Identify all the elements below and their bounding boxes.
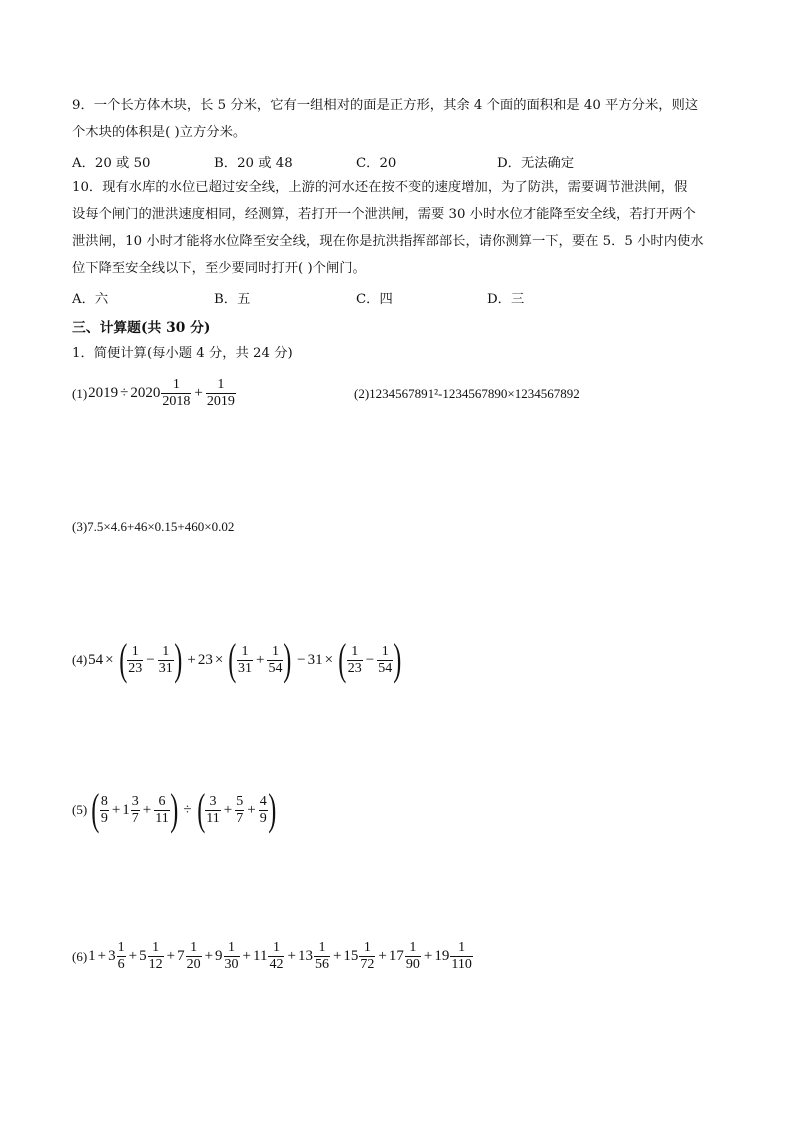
q10-option-c[interactable]: C．四: [356, 292, 393, 307]
q10-line-2: 设每个闸门的泄洪速度相同，经测算，若打开一个泄洪闸，需要 30 小时水位才能降至安全线，若打开两个: [72, 207, 696, 222]
times-sign: ×: [214, 651, 224, 668]
mixed-number: 19 $\frac{1}{110}$: [434, 940, 472, 972]
p1-a: 2019: [88, 385, 119, 401]
p4-c3: 31: [307, 651, 323, 668]
problem-6: [72, 940, 474, 973]
fraction: $\frac{1}{23}$: [128, 643, 143, 676]
fraction: $\frac{1}{42}$: [269, 940, 284, 972]
mixed-number: 11 $\frac{1}{42}$: [253, 940, 284, 972]
times-sign: ×: [324, 651, 334, 668]
paren-group: ( $\frac{1}{31}$ + $\frac{1}{54}$ ): [228, 635, 292, 684]
q10-line-4: 位下降至安全线以下，至少要同时打开( )个闸门。: [72, 261, 366, 276]
plus-sign: +: [204, 948, 214, 964]
fraction: $\frac{1}{6}$: [117, 940, 125, 972]
q10-option-d[interactable]: D．三: [487, 292, 525, 307]
fraction: $\frac{1}{23}$: [347, 643, 362, 676]
q9-line-2: 个木块的体积是( )立方分米。: [72, 125, 247, 140]
plus-sign: +: [242, 948, 252, 964]
problem-3: (3)7.5×4.6+46×0.15+460×0.02: [72, 519, 235, 534]
mixed-number: 5 $\frac{1}{12}$: [139, 940, 163, 972]
q10-line-1: 10．现有水库的水位已超过安全线，上游的河水还在按不变的速度增加，为了防洪，需要调节泄洪闸，假: [72, 180, 688, 195]
problem-2: (2)1234567891²-1234567890×1234567892: [354, 386, 580, 401]
paren-group: ( $\frac{8}{9}$ + 1 $\frac{3}{7}$ + $\frac{6}{11}$ ): [91, 785, 179, 834]
plus-sign: +: [194, 385, 203, 401]
fraction: $\frac{1}{54}$: [378, 643, 393, 676]
problem-5-label: (5): [72, 802, 88, 817]
paren-group: ( $\frac{3}{11}$ + $\frac{5}{7}$ + $\frac{4}{9}$ ): [196, 785, 277, 834]
fraction: $\frac{8}{9}$: [100, 793, 108, 826]
q9-option-d[interactable]: D．无法确定: [497, 156, 575, 171]
p1-b: 2020: [130, 385, 161, 401]
problem-1-label: (1): [72, 385, 88, 401]
mixed-number: 9 $\frac{1}{30}$: [215, 940, 239, 972]
problem-4: [72, 635, 405, 684]
plus-sign: +: [423, 948, 433, 964]
p4-c2: 23: [197, 651, 213, 668]
paren-group: ( $\frac{1}{23}$ − $\frac{1}{54}$ ): [338, 635, 402, 684]
plus-sign: +: [187, 651, 196, 668]
fraction: $\frac{1}{56}$: [314, 940, 329, 972]
q10-option-a[interactable]: A．六: [72, 292, 109, 307]
p4-c1: 54: [88, 651, 104, 668]
mixed-number: 15 $\frac{1}{72}$: [343, 940, 375, 972]
fraction: $\frac{1}{2018}$: [162, 377, 191, 409]
problem-4-label: (4): [72, 652, 88, 667]
problem-1: [72, 377, 237, 410]
fraction: $\frac{6}{11}$: [155, 793, 169, 826]
plus-sign: +: [332, 948, 342, 964]
section-heading: 三、计算题(共 30 分): [72, 320, 211, 336]
q10-option-b[interactable]: B．五: [214, 292, 251, 307]
fraction: $\frac{1}{30}$: [224, 940, 239, 972]
paren-group: ( $\frac{1}{23}$ − $\frac{1}{31}$ ): [118, 635, 183, 684]
mixed-number: 3 $\frac{1}{6}$: [108, 940, 125, 972]
minus-sign: −: [297, 651, 306, 668]
fraction: $\frac{1}{31}$: [158, 643, 173, 676]
q9-option-a[interactable]: A．20 或 50: [72, 156, 151, 171]
mixed-number: 7 $\frac{1}{20}$: [177, 940, 201, 972]
q10-line-3: 泄洪闸，10 小时才能将水位降至安全线，现在你是抗洪指挥部部长，请你测算一下，要在 5．5 小时内使水: [72, 234, 704, 249]
q9-option-b[interactable]: B．20 或 48: [214, 156, 293, 171]
fraction: $\frac{1}{12}$: [148, 940, 163, 972]
divide-sign: ÷: [183, 801, 192, 818]
plus-sign: +: [287, 948, 296, 964]
fraction: $\frac{1}{72}$: [360, 940, 375, 972]
p6-terms: [96, 940, 474, 973]
mixed-number: 17 $\frac{1}{90}$: [388, 940, 420, 972]
fraction: $\frac{1}{54}$: [268, 643, 283, 676]
mixed-number: 13 $\frac{1}{56}$: [297, 940, 329, 972]
divide-sign: ÷: [120, 385, 129, 401]
fraction: $\frac{1}{90}$: [405, 940, 420, 972]
times-sign: ×: [105, 651, 114, 668]
fraction: $\frac{1}{2019}$: [206, 377, 235, 409]
plus-sign: +: [97, 948, 107, 964]
fraction: $\frac{1}{31}$: [238, 643, 253, 676]
fraction: $\frac{5}{7}$: [236, 793, 244, 826]
plus-sign: +: [166, 948, 176, 964]
fraction: $\frac{3}{11}$: [206, 793, 220, 826]
problem-5: [72, 785, 279, 834]
problem-6-label: (6): [72, 948, 88, 964]
fraction: $\frac{1}{20}$: [186, 940, 201, 972]
fraction: $\frac{4}{9}$: [259, 793, 267, 826]
q9-line-1: 9．一个长方体木块，长 5 分米，它有一组相对的面是正方形，其余 4 个面的面积和是 40 平方分米，则这: [72, 98, 699, 113]
fraction: $\frac{3}{7}$: [131, 793, 139, 826]
sub-heading: 1．简便计算(每小题 4 分，共 24 分): [72, 346, 293, 361]
fraction: $\frac{1}{110}$: [451, 940, 472, 972]
plus-sign: +: [128, 948, 138, 964]
q9-option-c[interactable]: C．20: [356, 156, 397, 171]
p6-start: 1: [88, 948, 96, 964]
plus-sign: +: [378, 948, 387, 964]
